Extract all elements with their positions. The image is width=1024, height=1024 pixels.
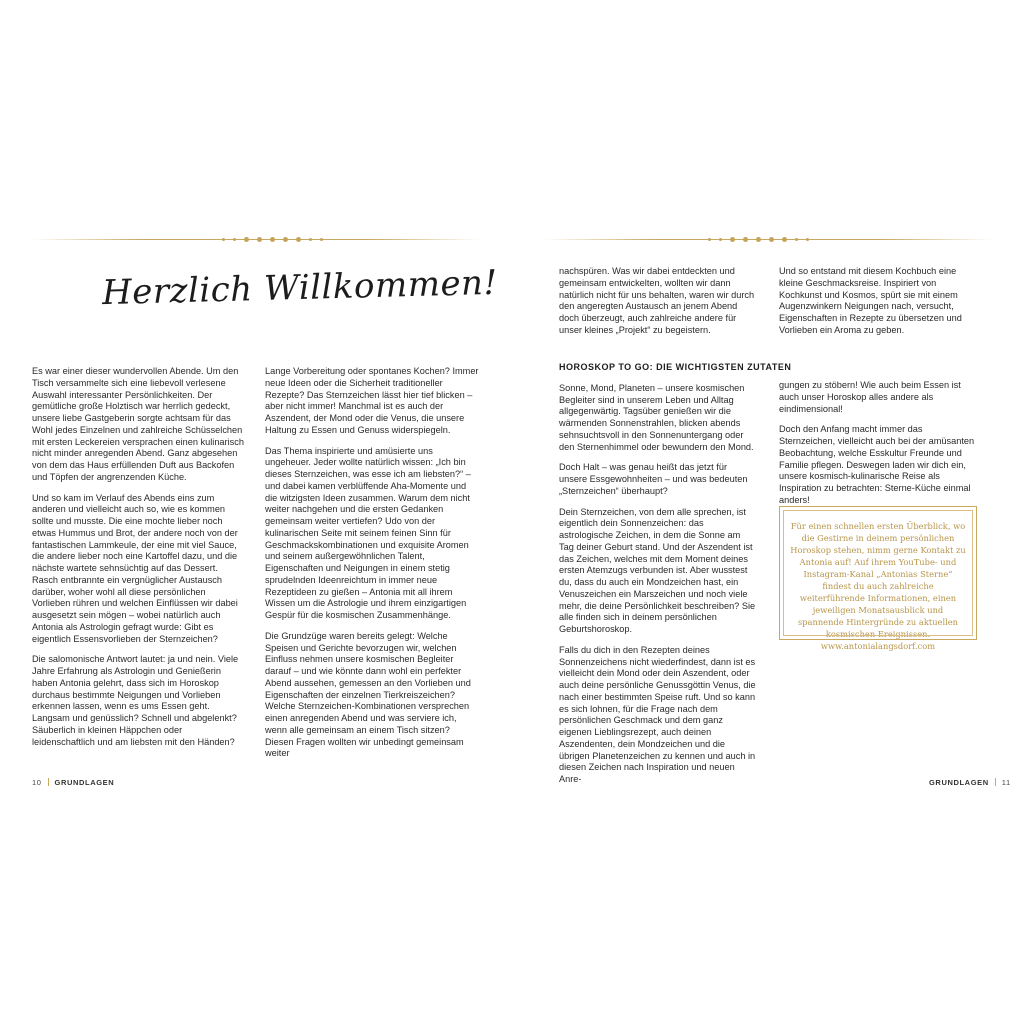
footer-left [32, 778, 114, 787]
paragraph: Dein Sternzeichen, von dem alle sprechen, ist eigentlich dein Sonnenzeichen: das astrologische Zeichen, in dem die Sonne am Tag deiner Geburt stand. Und der Aszendent ist das Zeichen, welches mit dem Moment deines ersten Atemzugs verbunden ist. Aber wusstest du, dass du auch ein Mondzeichen hast, ein Venuszeichen ein Marszeichen und noch viele mehr, die deine Persönlichkeit beschreiben? Sie alle finden sich in deinem persönlichen Geburtshoroskop. [559, 506, 756, 634]
left-column-2 [265, 366, 479, 769]
right-column-1-top [559, 266, 757, 346]
paragraph: Falls du dich in den Rezepten deines Sonnenzeichens nicht wiederfindest, dann ist es vielleicht dein Mond oder dein Aszendent, oder auch deine persönliche Genussgöttin Venus, die nach einer bestimmten Speise ruft. Und so kann es sich lohnen, für die Frage nach dem persönlichen Geschmack und dem ganz eigenen Lieblingsrezept, auch deinen Aszendenten, dein Mondzeichen und die übrigen Planetenzeichen zu kennen und auch in diesen Zeichen nach Inspiration und neuen Anre- [559, 644, 756, 784]
section-heading: HOROSKOP TO GO: DIE WICHTIGSTEN ZUTATEN [559, 362, 792, 372]
paragraph: Die salomonische Antwort lautet: ja und nein. Viele Jahre Erfahrung als Astrologin und Genießerin haben Antonia gelehrt, dass sich im Horoskop durchaus bestimmte Neigungen und Vorlieben erkennen lassen, wenn es ums Essen geht. Langsam und genüsslich? Schnell und abgelenkt? Säuberlich in kleinen Häppchen oder leidenschaftlich und am liebsten mit den Händen? [32, 654, 239, 747]
paragraph: Sonne, Mond, Planeten – unsere kosmischen Begleiter sind in unserem Leben und Alltag allgegenwärtig. Tagsüber genießen wir die wärmenden Sonnenstrahlen, blicken abends sehnsuchtsvoll in den Sonnenuntergang oder den Sternenhimmel oder bewundern den Mond. [559, 382, 754, 452]
paragraph: nachspüren. Was wir dabei entdeckten und gemeinsam entwickelten, wollten wir dann natürlich nicht für uns behalten, waren wir durch den angeregten Austausch an jenem Abend doch überzeugt, auch zahlreiche andere für unser kleines „Projekt“ zu begeistern. [559, 266, 755, 335]
page-number: 10 [32, 778, 42, 787]
section-label: GRUNDLAGEN [929, 778, 989, 787]
top-ornament-left [32, 236, 480, 244]
paragraph: Es war einer dieser wundervollen Abende. Um den Tisch versammelte sich eine liebevoll verlesene Auswahl interessanter Persönlichkeiten. Der gemütliche große Holztisch war herrlich gedeckt, unsere liebe Gastgeberin sorgte achtsam für das Wohl jedes Einzelnen und zahlreiche Schüsselchen mit ersten Leckereien versprachen einen kulinarisch nicht minder anregenden Abend. Ganz abgesehen von dem das Haus erfüllenden Duft aus Backofen und Töpfen der angrenzenden Küche. [32, 366, 244, 482]
paragraph: gungen zu stöbern! Wie auch beim Essen ist auch unser Horoskop alles andere als eindimensional! [779, 380, 961, 414]
page-title: Herzlich Willkommen! [101, 262, 499, 314]
info-box-text: Für einen schnellen ersten Überblick, wo die Gestirne in deinem persönlichen Horoskop stehen, nimm gerne Kontakt zu Antonia auf! Auf ihrem YouTube- und Instagram-Kanal „Antonias Sterne“ findest du auch zahlreiche weiterführende Informationen, einen jeweiligen Monatsausblick und spannende Hintergründe zu aktuellen kosmischen Ereignissen. [790, 521, 966, 639]
footer-right [929, 778, 1011, 787]
paragraph: Das Thema inspirierte und amüsierte uns ungeheuer. Jeder wollte natürlich wissen: „Ich bin dieses Sternzeichen, was esse ich am liebsten?“ – und dabei kamen verblüffende Aha-Momente und die witzigsten Ideen zusammen. Warum dem nicht weiter nachgehen und die ersten Gedanken gemeinsam weiter vertiefen? Udo von der kulinarischen Seite mit seinem feinen Sinn für Geschmackskombinationen und exquisite Aromen und seinem außergewöhnlichen Talent, Eigenschaften und Neigungen in einem stetig sprudelnden Ideenreichtum in immer neue Rezeptideen zu gießen – Antonia mit all ihrem Wissen um die Astrologie und ihrem einzigartigen Gespür für die kosmischen Zusammenhänge. [265, 445, 471, 620]
right-column-1 [559, 362, 792, 795]
paragraph: Doch den Anfang macht immer das Sternzeichen, vielleicht auch bei der amüsanten Beobachtung, welche Esskultur Freunde und Familie pflegen. Deswegen laden wir dich ein, unsere kosmisch-kulinarische Reise als Inspiration zu betrachten: Sterne-Küche einmal anders! [779, 424, 975, 505]
section-label: GRUNDLAGEN [54, 778, 115, 787]
top-ornament-right [544, 236, 992, 244]
info-box [779, 506, 977, 651]
website-link[interactable]: www.antonialangsdorf.com [820, 641, 936, 651]
paragraph: Und so kam im Verlauf des Abends eins zum anderen und vielleicht auch so, wie es kommen sollte und musste. Die eine mochte lieber noch etwas Hummus und Brot, der andere noch von der fantastischen Lammkeule, der eine mit viel Sauce, die andere lieber noch eine Kartoffel dazu, und die nächste wartete sehnsüchtig auf das Dessert. Rasch entbrannte ein vergnüglicher Austausch darüber, woher wohl all diese persönlichen Vorlieben rühren und welchen Einflüssen wir dabei ausgesetzt sein mögen – wobei natürlich auch Antonia als Astrologin gefragt wurde: Gibt es eigentlich Essensvorlieben der Sternzeichen? [32, 492, 238, 644]
right-column-2-top [779, 266, 979, 346]
paragraph: Die Grundzüge waren bereits gelegt: Welche Speisen und Gerichte bevorzugen wir, welchen Einfluss nehmen unsere kosmischen Begleiter darauf – und wie könnte dann wohl ein perfekter Abend aussehen, gemessen an den Vorlieben und Eigenschaften der einzelnen Tierkreiszeichen? Welche Sternzeichen-Kombinationen versprechen einen anregenden Abend und was serviere ich, wenn alle gemeinsam an einem Tisch sitzen? Diesen Fragen wollten wir unbedingt gemeinsam weiter [265, 630, 471, 759]
right-column-2 [779, 380, 979, 516]
left-column-1 [32, 366, 246, 757]
paragraph: Und so entstand mit diesem Kochbuch eine kleine Geschmacksreise. Inspiriert von Kochkunst und Kosmos, spürt sie mit einem Augenzwinkern Neigungen nach, versucht, Eigenschaften in Rezepte zu übersetzen und Vorlieben ein Aroma zu geben. [779, 266, 962, 335]
page-number: 11 [1001, 778, 1011, 787]
paragraph: Doch Halt – was genau heißt das jetzt für unsere Essgewohnheiten – und was bedeuten „Sternzeichen“ überhaupt? [559, 462, 748, 496]
paragraph: Lange Vorbereitung oder spontanes Kochen? Immer neue Ideen oder die Sicherheit traditioneller Rezepte? Das Sternzeichen lässt hier tief blicken – aber nicht immer! Manchmal ist es auch der Aszendent, der Mond oder die Venus, die unsere Haltung zu Essen und Genuss widerspiegeln. [265, 366, 479, 435]
